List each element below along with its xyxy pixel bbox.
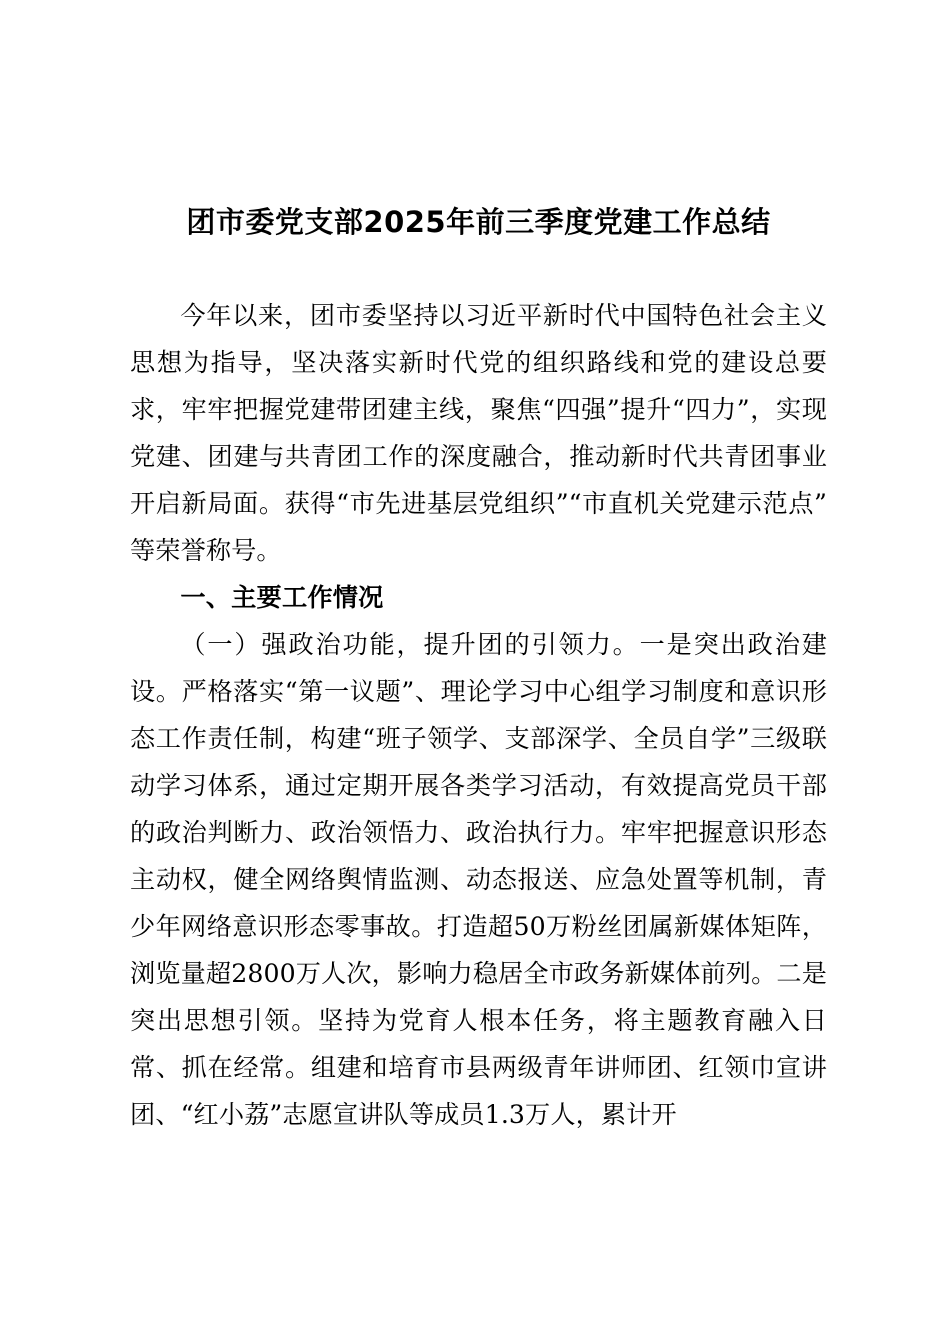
intro-paragraph: 今年以来，团市委坚持以习近平新时代中国特色社会主义思想为指导，坚决落实新时代党的组织路线和党的建设总要求，牢牢把握党建带团建主线，聚焦“四强”提升“四力”，实现党建、团建与共青团工作的深度融合，推动新时代共青团事业开启新局面。获得“市先进基层党组织”“市直机关党建示范点”等荣誉称号。 [130,301,827,565]
section-heading-one: 一、主要工作情况 [180,583,384,612]
document-body [130,292,827,1138]
page-title: 团市委党支部2025年前三季度党建工作总结 [186,205,771,239]
subsection-paragraph-one: （一）强政治功能，提升团的引领力。一是突出政治建设。严格落实“第一议题”、理论学习中心组学习制度和意识形态工作责任制，构建“班子领学、支部深学、全员自学”三级联动学习体系，通过定期开展各类学习活动，有效提高党员干部的政治判断力、政治领悟力、政治执行力。牢牢把握意识形态主动权，健全网络舆情监测、动态报送、应急处置等机制，青少年网络意识形态零事故。打造超50万粉丝团属新媒体矩阵，浏览量超2800万人次，影响力稳居全市政务新媒体前列。二是突出思想引领。坚持为党育人根本任务，将主题教育融入日常、抓在经常。组建和培育市县两级青年讲师团、红领巾宣讲团、“红小荔”志愿宣讲队等成员1.3万人，累计开 [130,630,827,1129]
